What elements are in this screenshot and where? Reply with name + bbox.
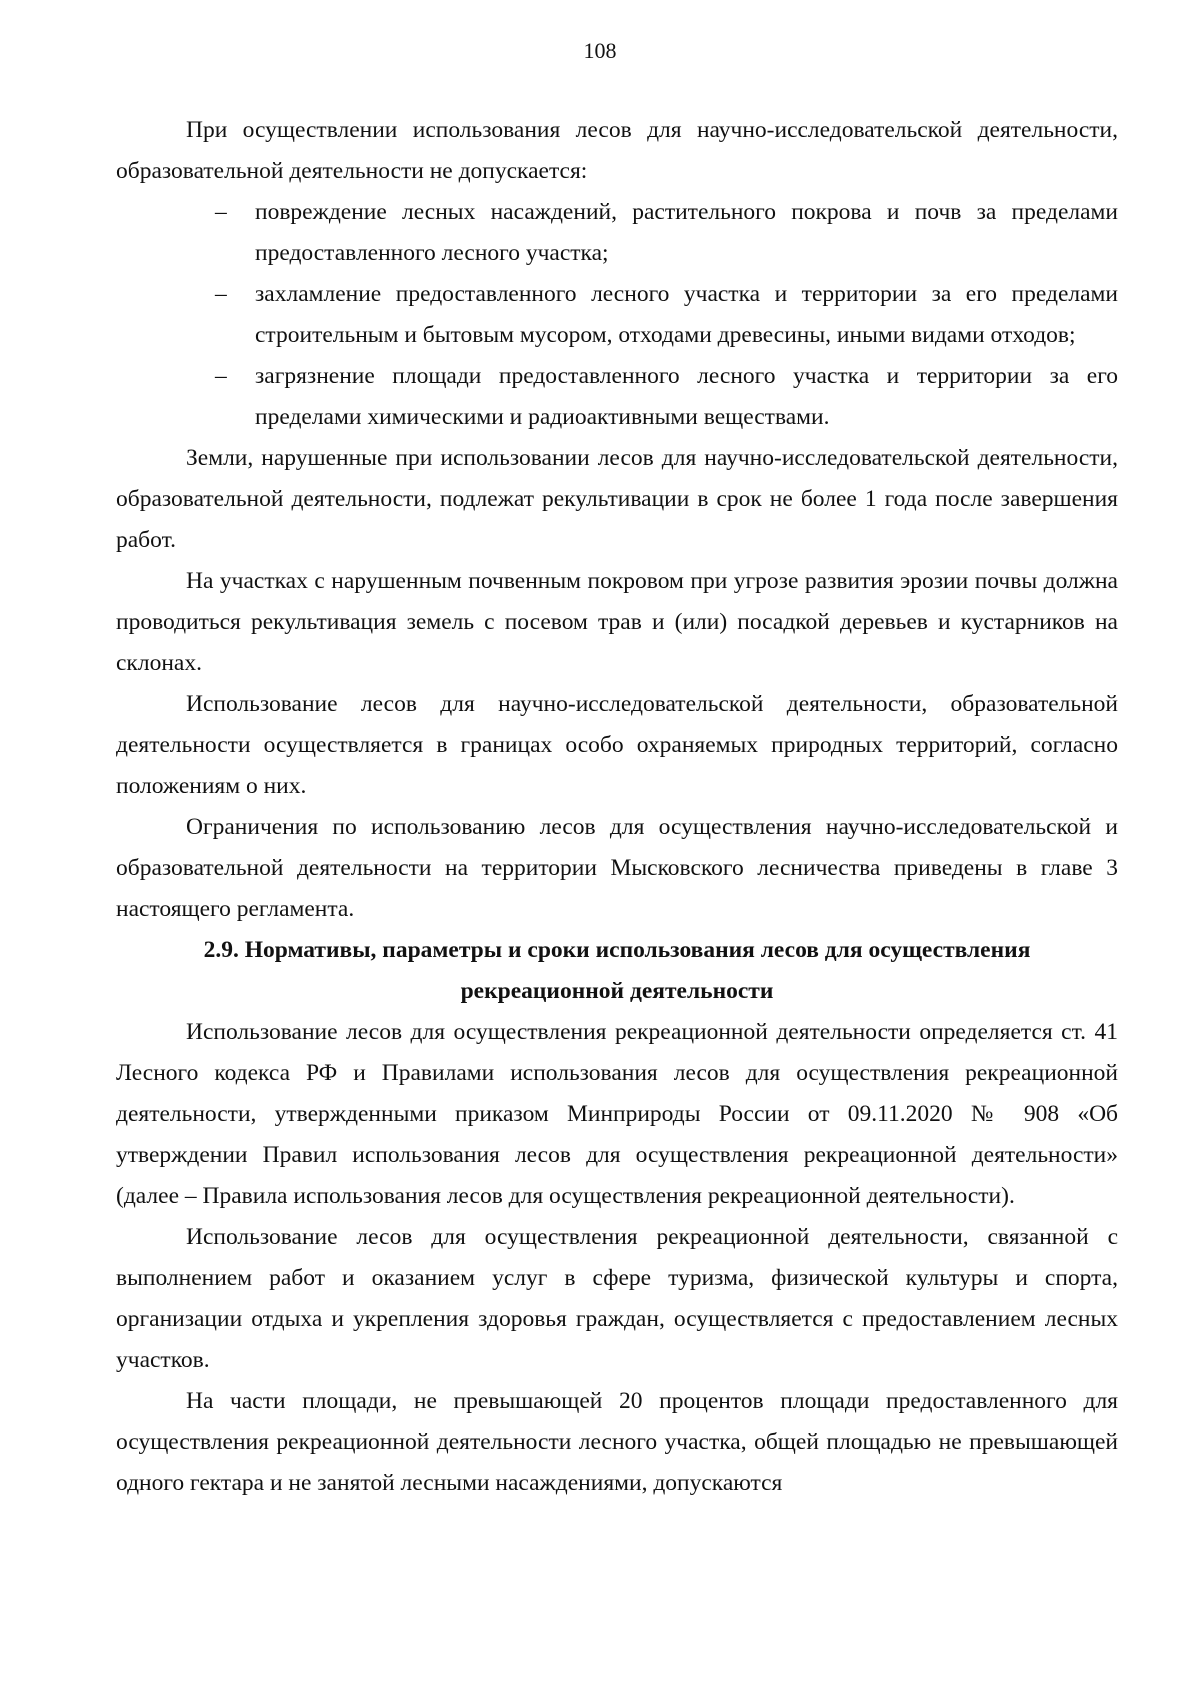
paragraph: На части площади, не превышающей 20 процентов площади предоставленного для осуществления рекреационной деятельности лесного участка, общей площадью не превышающей одного гектара и не занятой лесными насаждениями, допускаются	[116, 1388, 1118, 1496]
paragraph: Использование лесов для осуществления рекреационной деятельности определяется ст. 41 Лесного кодекса РФ и Правилами использования лесов для осуществления рекреационной деятельности, утвержденными приказом Минприроды России от 09.11.2020 № 908 «Об утверждении Правил использования лесов для осуществления рекреационной деятельности» (далее – Правила использования лесов для осуществления рекреационной деятельности).	[116, 1019, 1118, 1209]
prohibitions-list	[116, 192, 1118, 438]
paragraph: Использование лесов для осуществления рекреационной деятельности, связанной с выполнением работ и оказанием услуг в сфере туризма, физической культуры и спорта, организации отдыха и укрепления здоровья граждан, осуществляется с предоставлением лесных участков.	[116, 1224, 1118, 1373]
paragraph: Земли, нарушенные при использовании лесов для научно-исследовательской деятельности, образовательной деятельности, подлежат рекультивации в срок не более 1 года после завершения работ.	[116, 445, 1118, 553]
section-heading: 2.9. Нормативы, параметры и сроки использования лесов для осуществления рекреационной деятельности	[203, 937, 1031, 1004]
list-item-text: загрязнение площади предоставленного лесного участка и территории за его пределами химическими и радиоактивными веществами.	[255, 363, 1118, 430]
list-item	[215, 192, 1118, 274]
list-item-text: повреждение лесных насаждений, растительного покрова и почв за пределами предоставленного лесного участка;	[255, 199, 1118, 266]
list-item	[215, 274, 1118, 356]
paragraph: На участках с нарушенным почвенным покровом при угрозе развития эрозии почвы должна проводиться рекультивация земель с посевом трав и (или) посадкой деревьев и кустарников на склонах.	[116, 568, 1118, 676]
dash-marker: –	[215, 281, 227, 307]
document-body	[116, 110, 1118, 1504]
intro-paragraph: При осуществлении использования лесов для научно-исследовательской деятельности, образовательной деятельности не допускается:	[116, 117, 1118, 184]
list-item	[215, 356, 1118, 438]
page-number: 108	[583, 38, 617, 63]
paragraph: Ограничения по использованию лесов для осуществления научно-исследовательской и образовательной деятельности на территории Мысковского лесничества приведены в главе 3 настоящего регламента.	[116, 814, 1118, 922]
list-item-text: захламление предоставленного лесного участка и территории за его пределами строительным и бытовым мусором, отходами древесины, иными видами отходов;	[255, 281, 1118, 348]
dash-marker: –	[215, 363, 227, 389]
dash-marker: –	[215, 199, 227, 225]
paragraph: Использование лесов для научно-исследовательской деятельности, образовательной деятельности осуществляется в границах особо охраняемых природных территорий, согласно положениям о них.	[116, 691, 1118, 799]
